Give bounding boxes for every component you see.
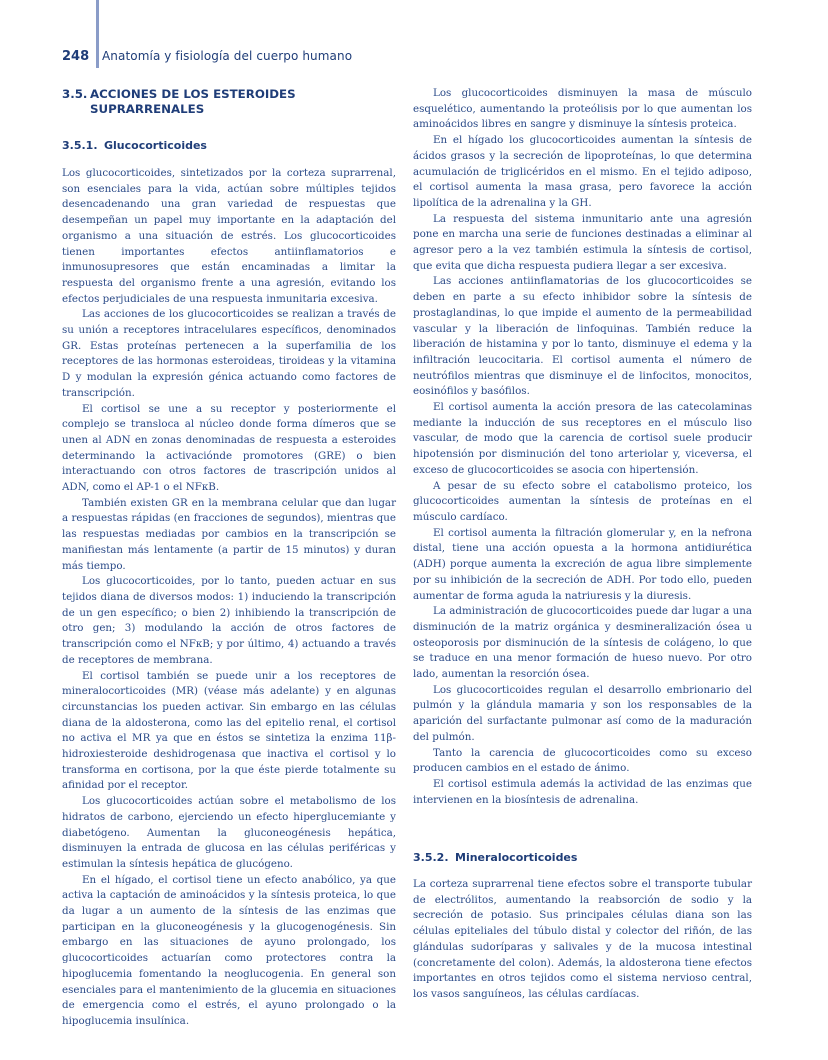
paragraph: Tanto la carencia de glucocorticoides como su exceso producen cambios en el estado de ánimo. <box>413 746 752 775</box>
paragraph: El cortisol estimula además la actividad de las enzimas que intervienen en la biosíntesis de adrenalina. <box>413 777 752 806</box>
paragraph: La administración de glucocorticoides puede dar lugar a una disminución de la matriz orgánica y desmineralización ósea u osteoporosis por disminución de la síntesis de colágeno, lo que se traduce en una menor formación de hueso nuevo. Por otro lado, aumentan la resorción ósea. <box>413 605 752 681</box>
paragraph: El cortisol aumenta la filtración glomerular y, en la nefrona distal, tiene una acción opuesta a la hormona antidiurética (ADH) porque aumenta la excreción de agua libre simplemente por su inhibición de la secreción de ADH. Por todo ello, pueden aumentar de forma aguda la natriuresis y la diuresis. <box>413 526 752 602</box>
page-number: 248 <box>62 49 90 64</box>
paragraph: Los glucocorticoides actúan sobre el metabolismo de los hidratos de carbono, ejerciendo un efecto hiperglucemiante y diabetógeno. Aumentan la gluconeogénesis hepática, disminuyen la entrada de glucosa en las células periféricas y estimulan la síntesis hepática de glucógeno. <box>62 795 396 870</box>
running-header <box>62 49 352 67</box>
paragraph: En el hígado, el cortisol tiene un efecto anabólico, ya que activa la captación de aminoácidos y la síntesis proteica, lo que da lugar a un aumento de la síntesis de las enzimas que participan en la gluconeogénesis y la glucogenogénesis. Sin embargo en las situaciones de ayuno prolongado, los glucocorticoides actuarían como protectores contra la hipoglucemia fomentando la neoglucogenia. En general son esenciales para el mantenimiento de la glucemia en situaciones de emergencia como el estrés, el ayuno prolongado o la hipoglucemia insulínica. <box>62 873 396 1027</box>
subsection-number: 3.5.1. <box>62 139 98 152</box>
paragraph: Los glucocorticoides, sintetizados por la corteza suprarrenal, son esenciales para la vida, actúan sobre múltiples tejidos desencadenando una gran variedad de respuestas que desempeñan un papel muy importante en la adaptación del organismo a una situación de estrés. Los glucocorticoides tienen importantes efectos antiinflamatorios e inmunosupresores que están encaminadas a limitar la respuesta del organismo frente a una agresión, evitando los efectos perjudiciales de una respuesta inmunitaria excesiva. <box>62 167 396 305</box>
paragraph: Las acciones de los glucocorticoides se realizan a través de su unión a receptores intracelulares específicos, denominados GR. Estas proteínas pertenecen a la superfamilia de los receptores de las hormonas esteroideas, tiroideas y la vitamina D y modulan la expresión génica actuando como factores de transcripción. <box>62 308 396 399</box>
subsection-title: Mineralocorticoides <box>455 851 578 864</box>
paragraph: A pesar de su efecto sobre el catabolismo proteico, los glucocorticoides aumentan la síntesis de proteínas en el músculo cardíaco. <box>413 479 752 523</box>
section-title-line1: ACCIONES DE LOS ESTEROIDES <box>90 87 296 101</box>
subsection-number: 3.5.2. <box>413 851 449 864</box>
left-column-text <box>62 166 396 1030</box>
paragraph: La respuesta del sistema inmunitario ante una agresión pone en marcha una serie de funciones destinadas a eliminar al agresor pero a la vez también estimula la síntesis de cortisol, que evita que dicha respuesta pudiera llegar a ser excesiva. <box>413 212 752 272</box>
paragraph: Los glucocorticoides regulan el desarrollo embrionario del pulmón y la glándula mamaria y son los responsables de la aparición del surfactante pulmonar así como de la maduración del pulmón. <box>413 683 752 743</box>
paragraph: El cortisol aumenta la acción presora de las catecolaminas mediante la inducción de sus receptores en el músculo liso vascular, de modo que la carencia de cortisol suele producir hipotensión por disminución del tono arteriolar y, viceversa, el exceso de glucocorticoides se asocia con hipertensión. <box>413 401 752 476</box>
mineralocorticoides-text <box>413 877 752 1003</box>
paragraph: En el hígado los glucocorticoides aumentan la síntesis de ácidos grasos y la secreción de lipoproteínas, lo que determina acumulación de triglicéridos en el mismo. En el tejido adiposo, el cortisol aumenta la masa grasa, pero favorece la acción lipolítica de la adrenalina y la GH. <box>413 134 752 209</box>
paragraph: Las acciones antiinflamatorias de los glucocorticoides se deben en parte a su efecto inhibidor sobre la síntesis de prostaglandinas, lo que impide el aumento de la permeabilidad vascular y la liberación de linfoquinas. También reduce la liberación de histamina y por lo tanto, disminuye el edema y la infiltración leucocitaria. El cortisol aumenta el número de neutrófilos mientras que disminuye el de linfocitos, monocitos, eosinófilos y basófilos. <box>413 275 752 398</box>
paragraph: La corteza suprarrenal tiene efectos sobre el transporte tubular de electrólitos, aumentando la reabsorción de sodio y la secreción de potasio. Sus principales células diana son las células epiteliales del túbulo distal y colector del riñón, de las glándulas sudoríparas y salivales y de la mucosa intestinal (concretamente del colon). Además, la aldosterona tiene efectos importantes en otros tejidos como el sistema nervioso central, los vasos sanguíneos, las células cardíacas. <box>413 878 752 1000</box>
subsection-title: Glucocorticoides <box>104 139 207 152</box>
paragraph: Los glucocorticoides, por lo tanto, pueden actuar en sus tejidos diana de diversos modos: 1) induciendo la transcripción de un gen específico; o bien 2) inhibiendo la transcripción de otro gen; 3) modulando la acción de otros factores de transcripción como el NFκB; y por último, 4) actuando a través de receptores de membrana. <box>62 575 396 666</box>
subsection-heading-mineralocorticoides <box>413 851 577 864</box>
subsection-heading-glucocorticoides <box>62 139 207 152</box>
section-heading <box>62 87 296 117</box>
section-title-line2: SUPRARRENALES <box>90 102 205 116</box>
paragraph: El cortisol se une a su receptor y posteriormente el complejo se transloca al núcleo donde forma dímeros que se unen al ADN en zonas denominadas de respuesta a esteroides determinando la activaciónde promotores (GRE) o bien interactuando con otros factores de trascripción unidos al ADN, como el AP-1 o el NFκB. <box>62 402 396 494</box>
paragraph: El cortisol también se puede unir a los receptores de mineralocorticoides (MR) (véase más adelante) y en algunas circunstancias los pueden activar. Sin embargo en las células diana de la aldosterona, como las del epitelio renal, el cortisol no activa el MR ya que en éstos se sintetiza la enzima 11β-hidroxiesteroide deshidrogenasa que inactiva el cortisol y lo transforma en cortisona, por la que éste pierde totalmente su afinidad por el receptor. <box>62 669 396 792</box>
paragraph: También existen GR en la membrana celular que dan lugar a respuestas rápidas (en fracciones de segundos), mientras que las respuestas mediadas por cambios en la transcripción se manifiestan más lentamente (a partir de 15 minutos) y duran más tiempo. <box>62 496 396 572</box>
running-title: Anatomía y fisiología del cuerpo humano <box>102 49 353 63</box>
paragraph: Los glucocorticoides disminuyen la masa de músculo esquelético, aumentando la proteólisis por lo que aumentan los aminoácidos libres en sangre y disminuye la síntesis proteica. <box>413 87 752 131</box>
section-number: 3.5. <box>62 87 88 101</box>
right-column-text <box>413 86 752 808</box>
